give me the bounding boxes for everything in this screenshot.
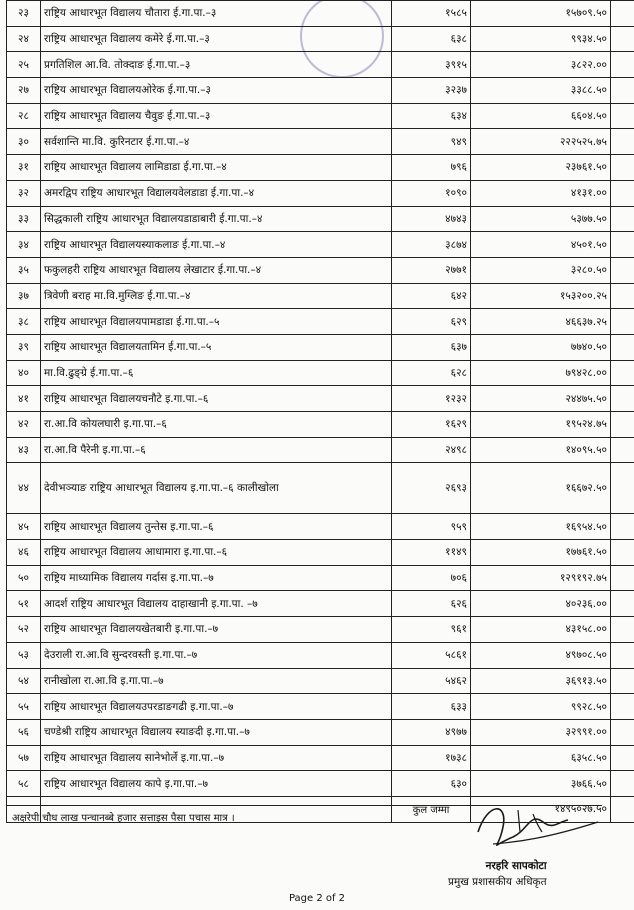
row-school-name: राष्ट्रिय आधारभूत विद्यालयउपरडाङगढी इ.गा.पा.–७ bbox=[41, 694, 392, 720]
total-end-cell bbox=[611, 796, 634, 822]
row-school-name: आदर्श राष्ट्रिय आधारभूत विद्यालय दाहाखानी इ.गा.पा. –७ bbox=[41, 591, 392, 617]
row-school-name: देउराली रा.आ.वि सुन्दरवस्ती इ.गा.पा.–७ bbox=[41, 642, 392, 668]
row-amount: १५३२००.२५ bbox=[471, 283, 611, 309]
row-school-name: राष्ट्रिय आधारभूत विद्यालय कमेरे ई.गा.पा.–३ bbox=[41, 26, 392, 52]
row-amount: १६९५४.५० bbox=[471, 514, 611, 540]
row-blank-cell bbox=[611, 694, 634, 720]
row-count: ३२३७ bbox=[392, 78, 471, 104]
row-count: ६३३ bbox=[392, 694, 471, 720]
row-blank-cell bbox=[611, 26, 634, 52]
row-blank-cell bbox=[611, 1, 634, 27]
row-serial: ४५ bbox=[7, 514, 41, 540]
school-amount-table bbox=[6, 0, 634, 823]
row-amount: ७७४०.५० bbox=[471, 334, 611, 360]
row-blank-cell bbox=[611, 412, 634, 438]
row-amount: ४१३१.०० bbox=[471, 180, 611, 206]
row-blank-cell bbox=[611, 437, 634, 463]
row-school-name: सिद्धकाली राष्ट्रिय आधारभूत विद्यालयडाडाबारी ई.गा.पा.–४ bbox=[41, 206, 392, 232]
row-school-name: रा.आ.वि कोयलघारी इ.गा.पा.–६ bbox=[41, 412, 392, 438]
row-count: ३९१५ bbox=[392, 52, 471, 78]
row-count: २७७१ bbox=[392, 257, 471, 283]
row-serial: ४० bbox=[7, 360, 41, 386]
row-school-name: फकुलहरी राष्ट्रिय आधारभूत विद्यालय लेखाटार ई.गा.पा.–४ bbox=[41, 257, 392, 283]
row-count: ६२९ bbox=[392, 309, 471, 335]
table-row bbox=[7, 129, 634, 155]
table-row bbox=[7, 386, 634, 412]
row-count: ९६१ bbox=[392, 617, 471, 643]
row-serial: ५२ bbox=[7, 617, 41, 643]
row-serial: ३७ bbox=[7, 283, 41, 309]
row-blank-cell bbox=[611, 668, 634, 694]
row-serial: ५१ bbox=[7, 591, 41, 617]
row-blank-cell bbox=[611, 514, 634, 540]
row-serial: ३० bbox=[7, 129, 41, 155]
row-school-name: मा.वि.ढुङ्ग्रे ई.गा.पा.–६ bbox=[41, 360, 392, 386]
row-serial: ३३ bbox=[7, 206, 41, 232]
row-amount: ३६९१३.५० bbox=[471, 668, 611, 694]
row-school-name: राष्ट्रिय आधारभूत विद्यालयस्याकलाङ ई.गा.पा.–४ bbox=[41, 232, 392, 258]
row-amount: ६६०४.५० bbox=[471, 103, 611, 129]
page-number: Page 2 of 2 bbox=[288, 893, 346, 904]
row-serial: २५ bbox=[7, 52, 41, 78]
row-count: १२३२ bbox=[392, 386, 471, 412]
row-serial: ४१ bbox=[7, 386, 41, 412]
row-count: १६२९ bbox=[392, 412, 471, 438]
table-row bbox=[7, 26, 634, 52]
row-amount: १५७०९.५० bbox=[471, 1, 611, 27]
row-count: ११४९ bbox=[392, 540, 471, 566]
table-row bbox=[7, 155, 634, 181]
row-blank-cell bbox=[611, 155, 634, 181]
row-school-name: अमरद्विप राष्ट्रिय आधारभूत विद्यालयवेलडाडा ई.गा.पा.–४ bbox=[41, 180, 392, 206]
table-row bbox=[7, 283, 634, 309]
row-blank-cell bbox=[611, 283, 634, 309]
row-school-name: राष्ट्रिय आधारभूत विद्यालय तुन्तेस इ.गा.पा.–६ bbox=[41, 514, 392, 540]
row-amount: ४०२३६.०० bbox=[471, 591, 611, 617]
row-amount: ३२८०.५० bbox=[471, 257, 611, 283]
row-amount: ३८२२.०० bbox=[471, 52, 611, 78]
row-blank-cell bbox=[611, 565, 634, 591]
amount-in-words: अक्षरेपी चौध लाख पन्चानब्बे हजार सत्ताइस पैसा पचास मात्र । bbox=[6, 805, 602, 824]
table-row bbox=[7, 1, 634, 27]
table-row bbox=[7, 232, 634, 258]
row-school-name: राष्ट्रिय आधारभूत विद्यालयतामिन ई.गा.पा.–५ bbox=[41, 334, 392, 360]
table-row bbox=[7, 334, 634, 360]
table-row bbox=[7, 565, 634, 591]
row-school-name: चण्डेश्री राष्ट्रिय आधारभूत विद्यालय स्याङदी इ.गा.पा.–७ bbox=[41, 719, 392, 745]
row-school-name: सर्वशान्ति मा.वि. कुरिनटार ई.गा.पा.–४ bbox=[41, 129, 392, 155]
row-count: १०९० bbox=[392, 180, 471, 206]
row-blank-cell bbox=[611, 360, 634, 386]
row-serial: ३८ bbox=[7, 309, 41, 335]
row-serial: ३२ bbox=[7, 180, 41, 206]
row-serial: ५५ bbox=[7, 694, 41, 720]
row-count: २६९३ bbox=[392, 463, 471, 514]
table-row bbox=[7, 591, 634, 617]
row-serial: ३५ bbox=[7, 257, 41, 283]
signatory-title: प्रमुख प्रशासकीय अधिकृत bbox=[448, 876, 547, 888]
row-blank-cell bbox=[611, 540, 634, 566]
row-count: ७९६ bbox=[392, 155, 471, 181]
row-amount: ४५०१.५० bbox=[471, 232, 611, 258]
row-blank-cell bbox=[611, 771, 634, 797]
row-school-name: रानीखोला रा.आ.वि इ.गा.पा.–७ bbox=[41, 668, 392, 694]
row-amount: ९९२८.५० bbox=[471, 694, 611, 720]
table-row bbox=[7, 103, 634, 129]
row-blank-cell bbox=[611, 591, 634, 617]
row-count: ७०६ bbox=[392, 565, 471, 591]
table-row bbox=[7, 437, 634, 463]
row-blank-cell bbox=[611, 257, 634, 283]
row-count: ६३८ bbox=[392, 26, 471, 52]
table-row bbox=[7, 514, 634, 540]
row-serial: ५० bbox=[7, 565, 41, 591]
table-row bbox=[7, 540, 634, 566]
row-count: ४९७७ bbox=[392, 719, 471, 745]
table-row bbox=[7, 771, 634, 797]
row-amount: ३७६६.५० bbox=[471, 771, 611, 797]
row-blank-cell bbox=[611, 232, 634, 258]
row-amount: २४४७५.५० bbox=[471, 386, 611, 412]
signatory-name: नरहरि सापकोटा bbox=[485, 860, 547, 872]
row-blank-cell bbox=[611, 103, 634, 129]
total-label: कुल जम्मा bbox=[392, 796, 471, 822]
row-count: ३८७४ bbox=[392, 232, 471, 258]
row-serial: ३९ bbox=[7, 334, 41, 360]
signatory-block bbox=[448, 858, 547, 890]
row-serial: ५४ bbox=[7, 668, 41, 694]
row-count: ६३० bbox=[392, 771, 471, 797]
row-amount: २२२५२५.७५ bbox=[471, 129, 611, 155]
table-row bbox=[7, 257, 634, 283]
row-school-name: राष्ट्रिय आधारभूत विद्यालयचनौटे इ.गा.पा.–६ bbox=[41, 386, 392, 412]
row-amount: ४६६३७.२५ bbox=[471, 309, 611, 335]
row-school-name: राष्ट्रिय आधारभूत विद्यालय कापे इ.गा.पा.–७ bbox=[41, 771, 392, 797]
row-school-name: राष्ट्रिय आधारभूत विद्यालय चौतारा ई.गा.पा.–३ bbox=[41, 1, 392, 27]
row-count: ६४२ bbox=[392, 283, 471, 309]
row-school-name: त्रिवेणी बराह मा.वि.मुग्लिङ ई.गा.पा.–४ bbox=[41, 283, 392, 309]
row-school-name: राष्ट्रिय आधारभूत विद्यालय सानेभोर्ले इ.गा.पा.–७ bbox=[41, 745, 392, 771]
table-row bbox=[7, 745, 634, 771]
row-serial: ५३ bbox=[7, 642, 41, 668]
table-row bbox=[7, 78, 634, 104]
row-count: ६२६ bbox=[392, 591, 471, 617]
row-count: ५४६२ bbox=[392, 668, 471, 694]
table-row bbox=[7, 668, 634, 694]
row-serial: ४३ bbox=[7, 437, 41, 463]
row-amount: ४९७०८.५० bbox=[471, 642, 611, 668]
row-school-name: देवीभञ्याङ राष्ट्रिय आधारभूत विद्यालय इ.गा.पा.–६ कालीखोला bbox=[41, 463, 392, 514]
row-serial: ४२ bbox=[7, 412, 41, 438]
row-school-name: राष्ट्रिय आधारभूत विद्यालयखेतबारी इ.गा.पा.–७ bbox=[41, 617, 392, 643]
row-blank-cell bbox=[611, 180, 634, 206]
row-school-name: राष्ट्रिय आधारभूत विद्यालय आधामारा इ.गा.पा.–६ bbox=[41, 540, 392, 566]
table-row bbox=[7, 180, 634, 206]
row-school-name: राष्ट्रिय आधारभूत विद्यालय लामिडाडा ई.गा.पा.–४ bbox=[41, 155, 392, 181]
row-blank-cell bbox=[611, 463, 634, 514]
row-amount: १२९१९२.७५ bbox=[471, 565, 611, 591]
row-school-name: राष्ट्रिय आधारभूत विद्यालयपामडाडा ई.गा.पा.–५ bbox=[41, 309, 392, 335]
row-serial: ४४ bbox=[7, 463, 41, 514]
row-amount: १४०९५.५० bbox=[471, 437, 611, 463]
row-blank-cell bbox=[611, 334, 634, 360]
row-blank-cell bbox=[611, 386, 634, 412]
row-count: १७३८ bbox=[392, 745, 471, 771]
table-row bbox=[7, 694, 634, 720]
row-serial: २८ bbox=[7, 103, 41, 129]
row-amount: १६६७२.५० bbox=[471, 463, 611, 514]
table-row bbox=[7, 206, 634, 232]
row-school-name: प्रगतिशिल आ.वि. तोक्दाङ ई.गा.पा.–३ bbox=[41, 52, 392, 78]
row-amount: २३७६१.५० bbox=[471, 155, 611, 181]
row-amount: १७७६१.५० bbox=[471, 540, 611, 566]
row-amount: ६३५८.५० bbox=[471, 745, 611, 771]
row-serial: ५७ bbox=[7, 745, 41, 771]
row-count: १५८५ bbox=[392, 1, 471, 27]
row-blank-cell bbox=[611, 745, 634, 771]
row-school-name: रा.आ.वि पैरेनी इ.गा.पा.–६ bbox=[41, 437, 392, 463]
row-count: ९५९ bbox=[392, 514, 471, 540]
row-blank-cell bbox=[611, 309, 634, 335]
row-count: २४९८ bbox=[392, 437, 471, 463]
row-amount: १९५२४.७५ bbox=[471, 412, 611, 438]
table-row bbox=[7, 719, 634, 745]
row-blank-cell bbox=[611, 206, 634, 232]
table-row bbox=[7, 412, 634, 438]
table-row bbox=[7, 360, 634, 386]
table-row bbox=[7, 309, 634, 335]
total-amount: १४९५०२७.५० bbox=[471, 796, 611, 822]
row-amount: ३२९९१.०० bbox=[471, 719, 611, 745]
row-serial: २४ bbox=[7, 26, 41, 52]
row-count: ९४९ bbox=[392, 129, 471, 155]
table-row bbox=[7, 52, 634, 78]
row-blank-cell bbox=[611, 719, 634, 745]
row-serial: ४६ bbox=[7, 540, 41, 566]
row-blank-cell bbox=[611, 78, 634, 104]
row-serial: २७ bbox=[7, 78, 41, 104]
row-school-name: राष्ट्रिय माध्यामिक विद्यालय गर्दास इ.गा.पा.–७ bbox=[41, 565, 392, 591]
row-blank-cell bbox=[611, 617, 634, 643]
row-amount: ७९४२८.०० bbox=[471, 360, 611, 386]
table-row bbox=[7, 642, 634, 668]
row-blank-cell bbox=[611, 129, 634, 155]
row-school-name: राष्ट्रिय आधारभूत विद्यालयओरेक ई.गा.पा.–३ bbox=[41, 78, 392, 104]
row-count: ५८६१ bbox=[392, 642, 471, 668]
row-count: ४७४३ bbox=[392, 206, 471, 232]
row-amount: ५३७७.५० bbox=[471, 206, 611, 232]
row-count: ६३४ bbox=[392, 103, 471, 129]
row-amount: ३३८८.५० bbox=[471, 78, 611, 104]
row-amount: ९९३४.५० bbox=[471, 26, 611, 52]
row-serial: ३४ bbox=[7, 232, 41, 258]
row-blank-cell bbox=[611, 642, 634, 668]
row-count: ६३७ bbox=[392, 334, 471, 360]
table-row bbox=[7, 463, 634, 514]
table-row bbox=[7, 617, 634, 643]
row-school-name: राष्ट्रिय आधारभूत विद्यालय चैवुङ ई.गा.पा.–३ bbox=[41, 103, 392, 129]
row-serial: ३१ bbox=[7, 155, 41, 181]
row-serial: २३ bbox=[7, 1, 41, 27]
row-count: ६२८ bbox=[392, 360, 471, 386]
row-serial: ५६ bbox=[7, 719, 41, 745]
row-serial: ५८ bbox=[7, 771, 41, 797]
row-amount: ४३१५८.०० bbox=[471, 617, 611, 643]
row-blank-cell bbox=[611, 52, 634, 78]
